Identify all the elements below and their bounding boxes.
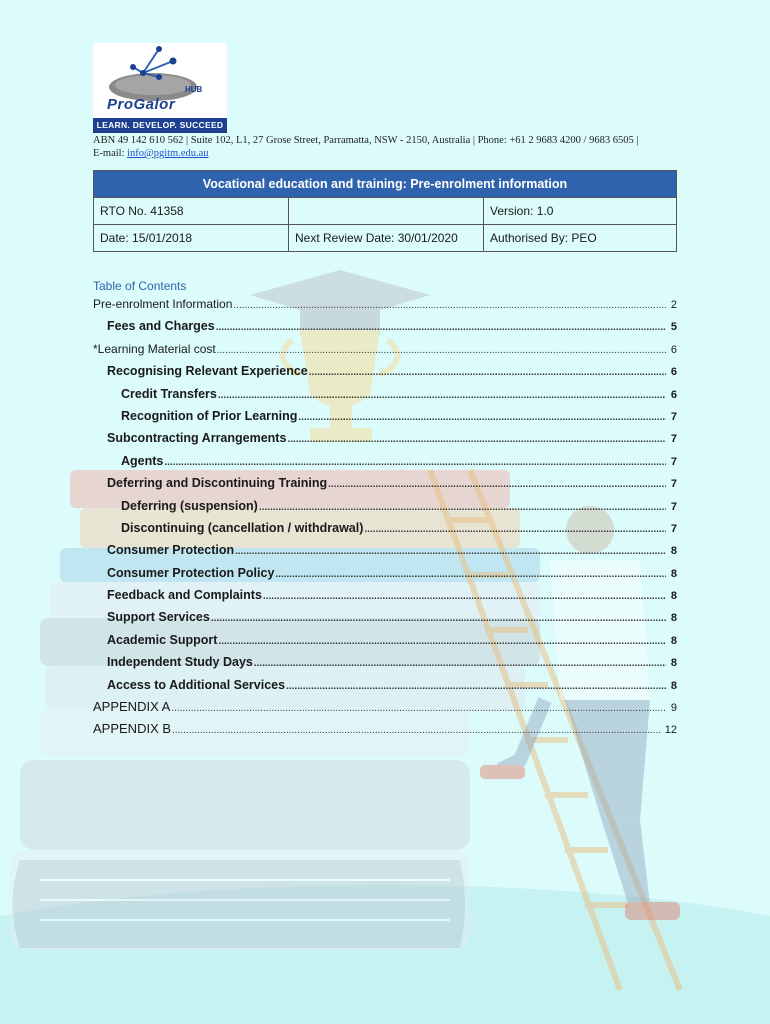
toc-entry[interactable] [93, 293, 677, 315]
toc-entry-label: APPENDIX B [93, 721, 172, 737]
toc-leader-dots [164, 452, 666, 474]
toc-entry-page: 7 [670, 455, 677, 468]
info-table-header-row [94, 171, 677, 198]
toc-entry[interactable] [93, 427, 677, 449]
toc-entry-label: Academic Support [107, 632, 218, 647]
toc-entry-page: 8 [670, 657, 677, 670]
toc-leader-dots [286, 676, 666, 698]
document-info-table [93, 170, 677, 252]
toc-entry-label: *Learning Material cost [93, 341, 216, 356]
toc-entry-label: Feedback and Complaints [107, 588, 262, 603]
toc-entry-label: Access to Additional Services [107, 677, 286, 692]
version: Version: 1.0 [484, 198, 677, 225]
toc-entry-label: Credit Transfers [121, 386, 217, 401]
toc-entry[interactable] [93, 405, 677, 427]
toc-leader-dots [259, 497, 666, 519]
toc-entry-label: Deferring and Discontinuing Training [107, 476, 328, 491]
info-table-title: Vocational education and training: Pre-enrolment information [94, 171, 677, 198]
toc-title: Table of Contents [93, 279, 187, 293]
table-of-contents [93, 293, 677, 741]
toc-entry-page: 7 [670, 478, 677, 491]
toc-entry[interactable] [93, 562, 677, 584]
email-link[interactable]: info@pgitm.edu.au [127, 148, 209, 159]
toc-entry[interactable] [93, 472, 677, 494]
toc-entry[interactable] [93, 696, 677, 718]
toc-entry[interactable] [93, 383, 677, 405]
contact-info [93, 134, 693, 160]
toc-leader-dots [217, 340, 666, 362]
info-empty-cell [289, 198, 484, 225]
toc-leader-dots [364, 519, 666, 541]
toc-entry-page: 6 [670, 343, 677, 356]
toc-entry[interactable] [93, 495, 677, 517]
toc-leader-dots [211, 608, 666, 630]
email-label: E-mail: [93, 148, 128, 159]
toc-leader-dots [233, 295, 666, 317]
rto-number: RTO No. 41358 [94, 198, 289, 225]
logo-brand-name: ProGalor [107, 96, 176, 113]
toc-entry[interactable] [93, 539, 677, 561]
toc-leader-dots [172, 720, 662, 742]
contact-email-line [93, 147, 693, 160]
toc-entry-page: 2 [670, 299, 677, 311]
toc-entry-page: 7 [670, 500, 677, 513]
toc-entry-page: 7 [670, 433, 677, 446]
toc-entry-label: Agents [121, 453, 164, 468]
toc-leader-dots [263, 586, 666, 608]
next-review-date: Next Review Date: 30/01/2020 [289, 225, 484, 252]
toc-leader-dots [254, 653, 666, 675]
toc-entry-label: Independent Study Days [107, 655, 253, 670]
contact-address-line: ABN 49 142 610 562 | Suite 102, L1, 27 Grose Street, Parramatta, NSW - 2150, Australia | Phone: +61 2 9683 4200 / 9683 6505 | [93, 135, 639, 146]
toc-entry-page: 9 [670, 702, 677, 715]
info-table-row [94, 225, 677, 252]
toc-entry-page: 12 [664, 724, 677, 737]
toc-leader-dots [216, 317, 666, 339]
toc-leader-dots [218, 631, 666, 653]
toc-entry-page: 7 [670, 522, 677, 535]
toc-entry-label: Pre-enrolment Information [93, 297, 233, 311]
toc-leader-dots [171, 698, 666, 720]
toc-leader-dots [298, 407, 666, 429]
toc-entry[interactable] [93, 360, 677, 382]
toc-entry[interactable] [93, 315, 677, 337]
toc-entry[interactable] [93, 338, 677, 360]
toc-leader-dots [235, 541, 666, 563]
toc-entry[interactable] [93, 517, 677, 539]
toc-entry-page: 8 [670, 567, 677, 580]
toc-entry-page: 8 [670, 545, 677, 558]
toc-entry[interactable] [93, 584, 677, 606]
toc-entry-label: Consumer Protection Policy [107, 565, 275, 580]
logo-tagline: LEARN. DEVELOP. SUCCEED [93, 118, 227, 133]
toc-entry-page: 6 [670, 366, 677, 379]
toc-entry[interactable] [93, 718, 677, 740]
toc-entry[interactable] [93, 450, 677, 472]
toc-entry-label: Support Services [107, 610, 210, 625]
toc-entry-label: Recognising Relevant Experience [107, 364, 308, 379]
toc-entry[interactable] [93, 629, 677, 651]
toc-leader-dots [309, 362, 666, 384]
toc-entry-page: 8 [670, 634, 677, 647]
toc-entry-page: 7 [670, 410, 677, 423]
toc-entry-label: Deferring (suspension) [121, 498, 258, 513]
toc-entry[interactable] [93, 651, 677, 673]
toc-entry-page: 8 [670, 612, 677, 625]
toc-entry[interactable] [93, 674, 677, 696]
authorised-by: Authorised By: PEO [484, 225, 677, 252]
toc-entry-label: Fees and Charges [107, 319, 215, 334]
toc-entry-label: Subcontracting Arrangements [107, 431, 287, 446]
toc-leader-dots [275, 564, 666, 586]
company-logo [93, 43, 227, 133]
toc-entry[interactable] [93, 606, 677, 628]
toc-leader-dots [287, 429, 666, 451]
toc-entry-page: 5 [670, 321, 677, 334]
toc-entry-page: 8 [670, 679, 677, 692]
toc-leader-dots [328, 474, 666, 496]
toc-entry-page: 8 [670, 590, 677, 603]
toc-entry-label: APPENDIX A [93, 699, 171, 715]
toc-entry-label: Consumer Protection [107, 543, 235, 558]
toc-entry-label: Discontinuing (cancellation / withdrawal) [121, 520, 364, 535]
logo-hub-text: HUB [185, 85, 203, 94]
toc-leader-dots [218, 385, 666, 407]
toc-entry-label: Recognition of Prior Learning [121, 408, 298, 423]
toc-entry-page: 6 [670, 388, 677, 401]
info-table-row [94, 198, 677, 225]
issue-date: Date: 15/01/2018 [94, 225, 289, 252]
